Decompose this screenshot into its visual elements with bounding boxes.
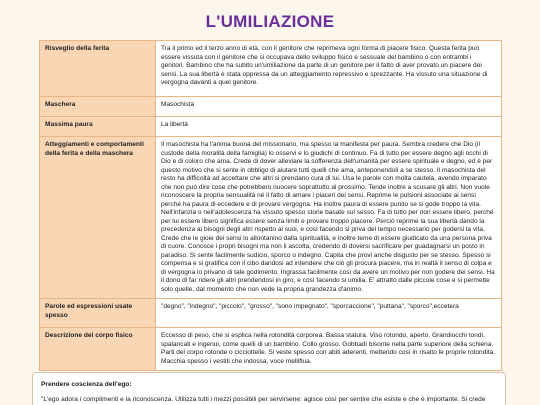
page-title: L'UMILIAZIONE [205,12,335,31]
row-label: Risveglio della ferita [40,41,156,97]
row-label: Massima paura [40,117,156,137]
ego-awareness-card [32,372,506,405]
table-row [40,137,502,299]
wound-table [39,40,502,371]
row-label: Descrizione del corpo fisico [40,328,156,371]
row-label: Maschera [40,97,156,117]
row-value: Tra il primo ed il terzo anno di età, con il genitore che reprimeva ogni forma di piacere fisico. Questa ferita può essere vissuta con il genitore che si occupava dello sviluppo fisico e sessuale del bambino o con entrambi i genitori. Bambino che ha subito un'umiliazione da parte di un genitore per il fatto di aver provato un piacere dei sensi. La sua libertà è stata oppressa da un atteggiamento repressivo e sprezzante. Ha vissuto una situazione di vergogna davanti a quel genitore. [156,41,502,97]
card-heading: Prendere coscienza dell'ego: [41,381,132,388]
table-row [40,117,502,137]
row-label: Atteggiamenti e comportamenti della ferita e della maschera [40,137,156,299]
row-label: Parole ed espressioni usate spesso [40,299,156,328]
row-value: Masochista [156,97,502,117]
row-value: Il masochista ha l'anima buona del missionario, ma spesso la manifesta per paura. Sembra credere che Dio (il custode della moralità della famiglia) lo osservi e lo giudichi di continuo. Fa di tutto per essere degno agli occhi di Dio e di coloro che ama. Crede di dover alleviare la sofferenza dell'umanità per essere spirituale e degno, ed è per questo motivo che si sente in obbligo di aiutare tutti quelli che ama, anteponendoli a se stesso. Il masochista del resto ha difficoltà ad accettare che altri si prendano cura di lui. Usa le parole con molta cautela, avendo imparato che non può dire cose che potrebbero nuocere soprattutto al prossimo. Tende inoltre a scusare gli altri. Non vuole riconoscere la propria sensualità né il fatto di amare i piaceri dei sensi. Reprime le pulsioni associate ai sensi perché ha paura di eccedere e di provare vergogna. Ha inoltre paura di essere punito se si gode troppo la vita. Nell'infanzia o nell'adolescenza ha vissuto spesso storie basate sul sesso. Fa di tutto per non essere libero, perché per lui essere libero significa essere senza limiti e provare troppo piacere. Perciò reprime la sua libertà dando la precedenza ai bisogni degli altri rispetto ai suoi, e così facendo si priva del tempo necessario per godersi la vita. Crede che le gioie dei sensi lo allontanino dalla spiritualità, e inoltre teme di essere giudicato da una persona priva di cuore. Conosce i propri bisogni ma non li ascolta, credendo di doversi sacrificare per guadagnarsi un posto in paradiso. Si sente facilmente sudicio, sporco o indegno. Capita che provi anche disgusto per se stesso. Spesso si compensa e si gratifica con il cibo dandosi ad intendere che ciò gli procura piacere, ma in realtà il senso di colpa e di vergogna lo privano di tale godimento. Ingrassa facilmente così da avere un motivo per non godere dei sensi. Ha il dono di far ridere gli altri prendendosi in giro, e così facendo si umilia. E' attratto dalle piccole cose e si permette solo quelle, dal momento che non vede la propria grandezza d'animo. [156,137,502,299]
row-value: "degno", "indegno", "piccolo", "grosso", "sono impegnato", "sporcaccione", "puttana", "sporco",eccetera [156,299,502,328]
table-row [40,41,502,97]
table-row [40,299,502,328]
table-row [40,328,502,371]
row-value: La libertà [156,117,502,137]
table-row [40,97,502,117]
row-value: Eccesso di peso, che si esplica nella rotondità corporea. Bassa statura. Viso rotondo, aperto. Grandiocchi tondi, spalancati e ingenui, come quelli di un bambino. Collo grosso. Gobbadi bisonte nella parte superiore della schiena. Parti del corpo rotonde o cicciottelle. Si veste spesso con abiti aderenti, mettendo così in risalto le proprie rotondità. Macchia spesso i vestiti che indossa, voce melliflua. [156,328,502,371]
card-quote: "L'ego adora i complimenti e la riconoscenza. Utilizza tutti i mezzi possibili per servirsene: agisce così per sentire che esiste e che è importante. Si crede [41,395,486,403]
